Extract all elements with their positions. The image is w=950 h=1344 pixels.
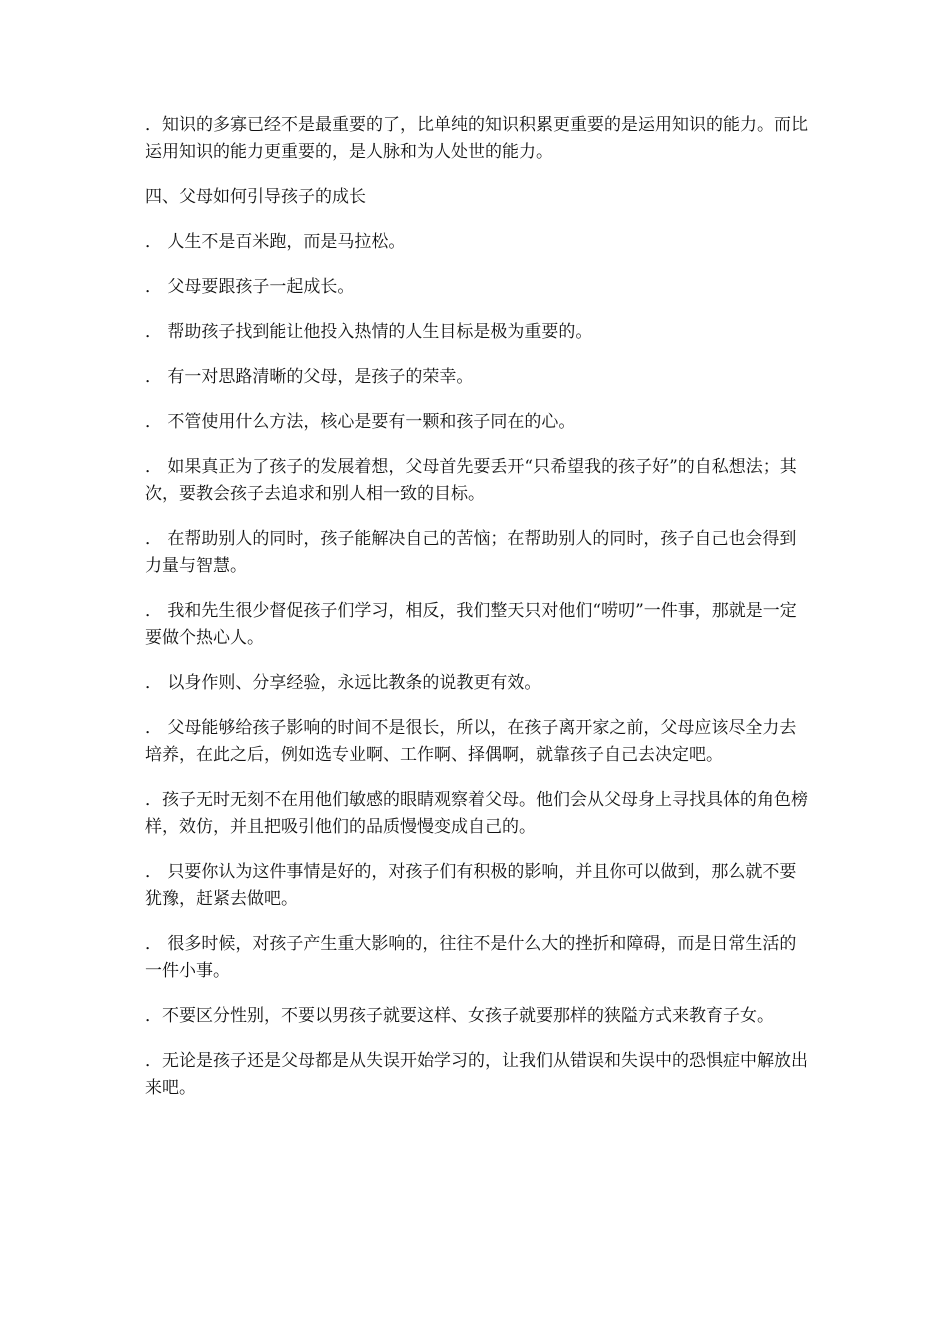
document-body bbox=[145, 112, 810, 1120]
paragraph: ．知识的多寡已经不是最重要的了，比单纯的知识积累更重要的是运用知识的能力。而比运用知识的能力更重要的，是人脉和为人处世的能力。 bbox=[145, 115, 808, 162]
paragraph: ． 我和先生很少督促孩子们学习，相反，我们整天只对他们“唠叨”一件事，那就是一定要做个热心人。 bbox=[145, 601, 797, 648]
paragraph: ． 以身作则、分享经验，永远比教条的说教更有效。 bbox=[145, 673, 542, 693]
paragraph: ． 在帮助别人的同时，孩子能解决自己的苦恼；在帮助别人的同时，孩子自己也会得到力量与智慧。 bbox=[145, 529, 797, 576]
paragraph: ． 父母能够给孩子影响的时间不是很长，所以，在孩子离开家之前，父母应该尽全力去培养，在此之后，例如选专业啊、工作啊、择偶啊，就靠孩子自己去决定吧。 bbox=[145, 718, 797, 765]
paragraph: ． 只要你认为这件事情是好的，对孩子们有积极的影响，并且你可以做到，那么就不要犹豫，赶紧去做吧。 bbox=[145, 862, 797, 909]
paragraph: ． 有一对思路清晰的父母，是孩子的荣幸。 bbox=[145, 367, 474, 387]
paragraph: ．不要区分性别，不要以男孩子就要这样、女孩子就要那样的狭隘方式来教育子女。 bbox=[145, 1006, 774, 1026]
paragraph: ． 帮助孩子找到能让他投入热情的人生目标是极为重要的。 bbox=[145, 322, 593, 342]
paragraph: ． 很多时候，对孩子产生重大影响的，往往不是什么大的挫折和障碍，而是日常生活的一件小事。 bbox=[145, 934, 797, 981]
paragraph: ． 父母要跟孩子一起成长。 bbox=[145, 277, 355, 297]
paragraph: ． 不管使用什么方法，核心是要有一颗和孩子同在的心。 bbox=[145, 412, 576, 432]
paragraph: ．孩子无时无刻不在用他们敏感的眼睛观察着父母。他们会从父母身上寻找具体的角色榜样，效仿，并且把吸引他们的品质慢慢变成自己的。 bbox=[145, 790, 808, 837]
paragraph: ．无论是孩子还是父母都是从失误开始学习的，让我们从错误和失误中的恐惧症中解放出来吧。 bbox=[145, 1051, 808, 1098]
section-heading: 四、父母如何引导孩子的成长 bbox=[145, 187, 366, 207]
paragraph: ． 如果真正为了孩子的发展着想，父母首先要丢开“只希望我的孩子好”的自私想法；其次，要教会孩子去追求和别人相一致的目标。 bbox=[145, 457, 797, 504]
paragraph: ． 人生不是百米跑，而是马拉松。 bbox=[145, 232, 406, 252]
